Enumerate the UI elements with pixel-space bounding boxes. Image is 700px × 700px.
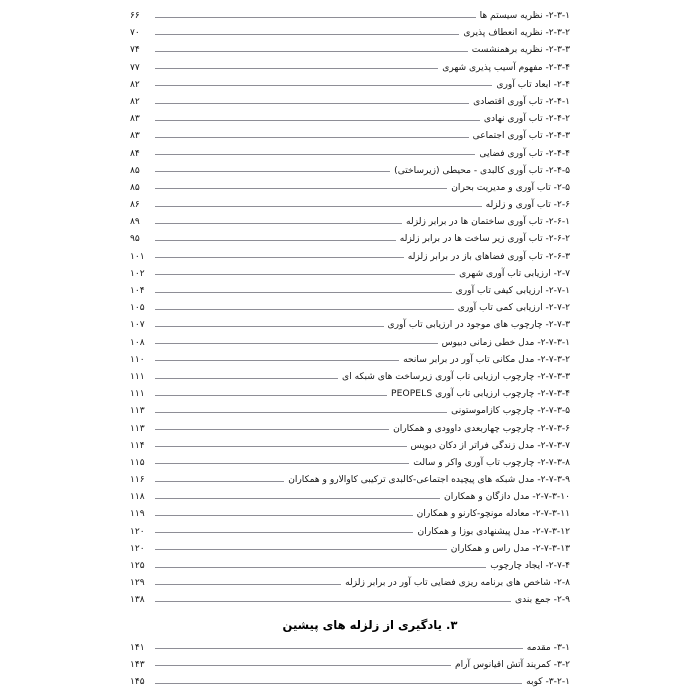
- toc-page-number: ۱۱۶: [130, 475, 145, 486]
- toc-leader-line: [155, 102, 469, 103]
- toc-entry-title: ۲-۷-۳-۲- مدل مکانی تاب آور در برابر سانحه: [403, 354, 570, 365]
- toc-entry[interactable]: [130, 111, 570, 128]
- toc-leader-line: [155, 136, 469, 137]
- toc-entry-title: ۲-۴-۳- تاب آوری اجتماعی: [472, 131, 570, 142]
- toc-entry[interactable]: [130, 575, 570, 592]
- toc-entry-title: ۲-۷-۳-۷- مدل زندگی فراتر از دکان دیویس: [410, 440, 570, 451]
- toc-page-number: ۸۴: [130, 148, 140, 159]
- toc-entry-title: ۲-۳-۲- نظریه انعطاف پذیری: [463, 28, 570, 39]
- toc-entry-title: ۲-۷-۳-۹- مدل شبکه های پیچیده اجتماعی-کالبدی ترکیبی کاوالارو و همکاران: [288, 475, 570, 486]
- toc-entry-title: ۳-۱- مقدمه: [526, 642, 570, 653]
- toc-leader-line: [155, 50, 468, 51]
- toc-page-number: ۱۲۰: [130, 526, 145, 537]
- toc-leader-line: [155, 648, 523, 649]
- toc-page-number: ۱۴۳: [130, 659, 145, 670]
- toc-page-number: ۱۳۸: [130, 595, 145, 606]
- toc-page-number: ۱۱۸: [130, 492, 145, 503]
- toc-page-number: ۱۰۸: [130, 337, 145, 348]
- toc-entry-title: ۲-۷-۲- ارزیابی کمی تاب آوری: [457, 303, 570, 314]
- toc-entry-title: ۲-۷- ارزیابی تاب آوری شهری: [459, 268, 570, 279]
- toc-entry-title: ۳-۲-۱- کوبه: [526, 676, 570, 687]
- toc-entry[interactable]: [130, 146, 570, 163]
- toc-entry-title: ۲-۶-۱- تاب آوری ساختمان ها در برابر زلزله: [406, 217, 570, 228]
- toc-entry-title: ۳-۲- کمربند آتش اقیانوس آرام: [454, 659, 570, 670]
- toc-entry-title: ۲-۷-۳-۱۰- مدل دازگان و همکاران: [444, 492, 570, 503]
- toc-entry-title: ۲-۹- جمع بندی: [514, 595, 570, 606]
- toc-leader-line: [155, 119, 480, 120]
- toc-leader-line: [155, 566, 486, 567]
- toc-entry-title: ۲-۶- تاب آوری و زلزله: [485, 200, 570, 211]
- toc-leader-line: [155, 497, 440, 498]
- toc-leader-line: [155, 188, 447, 189]
- toc-page-number: ۱۲۰: [130, 543, 145, 554]
- toc-leader-line: [155, 360, 399, 361]
- toc-entry[interactable]: [130, 77, 570, 94]
- toc-page-number: ۱۲۹: [130, 578, 145, 589]
- toc-page-number: ۱۱۳: [130, 423, 145, 434]
- toc-page-number: ۱۱۱: [130, 389, 145, 400]
- toc-entry-title: ۲-۷-۳-۱۱- معادله مونچو-کارنو و همکاران: [416, 509, 570, 520]
- toc-page-number: ۱۱۱: [130, 371, 145, 382]
- toc-leader-line: [155, 325, 384, 326]
- toc-leader-line: [155, 600, 511, 601]
- toc-leader-line: [155, 446, 407, 447]
- toc-entry-title: ۲-۷-۳- چارچوب های موجود در ارزیابی تاب آوری: [387, 320, 570, 331]
- toc-leader-line: [155, 85, 492, 86]
- toc-leader-line: [155, 665, 451, 666]
- toc-leader-line: [155, 16, 476, 17]
- toc-entry-title: ۲-۳-۱- نظریه سیستم ها: [479, 11, 570, 21]
- toc-entry[interactable]: [130, 180, 570, 197]
- toc-entry-title: ۲-۴-۵- تاب آوری کالبدی - محیطی (زیرساختی): [394, 165, 570, 176]
- toc-entry[interactable]: [130, 300, 570, 317]
- toc-leader-line: [155, 463, 409, 464]
- toc-page-number: ۱۱۳: [130, 406, 145, 417]
- toc-leader-line: [155, 394, 387, 395]
- toc-leader-line: [155, 274, 455, 275]
- toc-entry[interactable]: [130, 369, 570, 386]
- toc-entry[interactable]: [130, 657, 570, 674]
- toc-entry-title: ۲-۶-۳- تاب آوری فضاهای باز در برابر زلزله: [407, 251, 570, 262]
- toc-entry[interactable]: [130, 421, 570, 438]
- toc-entry[interactable]: [130, 489, 570, 506]
- toc-leader-line: [155, 68, 438, 69]
- toc-page-number: ۱۰۲: [130, 268, 145, 279]
- toc-entry-title: ۲-۷-۳-۱۳- مدل راس و همکاران: [450, 543, 570, 554]
- toc-entry-title: ۲-۳-۴- مفهوم آسیب پذیری شهری: [442, 62, 570, 73]
- toc-page-number: ۸۲: [130, 96, 140, 107]
- toc-leader-line: [155, 480, 284, 481]
- toc-page-number: ۸۶: [130, 200, 140, 211]
- toc-entry[interactable]: [130, 438, 570, 455]
- toc-entry[interactable]: [130, 592, 570, 609]
- toc-leader-line: [155, 33, 459, 34]
- toc-entry[interactable]: [130, 128, 570, 145]
- toc-leader-line: [155, 532, 413, 533]
- toc-page-number: ۱۱۹: [130, 509, 145, 520]
- toc-page-number: ۸۵: [130, 165, 140, 176]
- toc-leader-line: [155, 291, 452, 292]
- toc-page-number: ۱۱۴: [130, 440, 145, 451]
- toc-entry-title: ۲-۷-۳-۵- چارچوب کازاموستونی: [451, 406, 570, 417]
- toc-page-number: ۸۲: [130, 79, 140, 90]
- toc-entry[interactable]: [130, 25, 570, 42]
- toc-entry[interactable]: [130, 317, 570, 334]
- toc-entry[interactable]: [130, 524, 570, 541]
- toc-leader-line: [155, 240, 396, 241]
- toc-leader-line: [155, 515, 413, 516]
- toc-entry[interactable]: [130, 94, 570, 111]
- toc-page-number: ۱۴۱: [130, 642, 145, 653]
- toc-entry-title: ۲-۷-۳-۳- چارچوب ارزیابی تاب آوری زیرساخت های شبکه ای: [342, 371, 570, 382]
- toc-page-number: ۷۴: [130, 45, 140, 56]
- toc-entry-title: ۲-۷-۴- ایجاد چارچوب: [490, 561, 570, 571]
- toc-leader-line: [155, 308, 454, 309]
- toc-page-number: ۹۵: [130, 234, 140, 245]
- toc-entry[interactable]: [130, 283, 570, 300]
- toc-leader-line: [155, 549, 447, 550]
- toc-leader-line: [155, 583, 341, 584]
- toc-entry[interactable]: [130, 640, 570, 657]
- toc-page-number: ۱۰۵: [130, 303, 145, 314]
- toc-entry-title: ۲-۷-۳-۱۲- مدل پیشنهادی بوزا و همکاران: [417, 526, 570, 537]
- toc-page-number: ۸۹: [130, 217, 140, 228]
- toc-entry[interactable]: [130, 455, 570, 472]
- toc-page-number: ۱۰۷: [130, 320, 145, 331]
- toc-entry[interactable]: [130, 335, 570, 352]
- toc-leader-line: [155, 377, 338, 378]
- toc-entry[interactable]: [130, 8, 570, 25]
- toc-entry-title: ۲-۴-۲- تاب آوری نهادی: [483, 114, 570, 125]
- toc-page-number: ۷۷: [130, 62, 140, 73]
- toc-entry-title: ۲-۴- ابعاد تاب آوری: [496, 79, 570, 90]
- toc-entry[interactable]: [130, 558, 570, 575]
- toc-entry-title: ۲-۶-۲- تاب آوری زیر ساخت ها در برابر زلزله: [399, 234, 570, 245]
- toc-entry[interactable]: [130, 197, 570, 214]
- toc-leader-line: [155, 205, 482, 206]
- toc-leader-line: [155, 257, 404, 258]
- toc-entry-title: ۲-۷-۳-۱- مدل خطی زمانی دبیوس: [441, 337, 570, 348]
- toc-page-number: ۱۱۵: [130, 457, 145, 468]
- toc-leader-line: [155, 429, 389, 430]
- toc-list: [130, 8, 570, 691]
- toc-page-number: ۱۴۵: [130, 676, 145, 687]
- toc-entry-title: ۲-۷-۳-۴- چارچوب ارزیابی تاب آوری PEOPELS: [391, 389, 570, 400]
- toc-page-number: ۸۳: [130, 131, 140, 142]
- toc-page-number: ۷۰: [130, 28, 140, 39]
- toc-entry-title: ۲-۷-۳-۸- چارچوب تاب آوری واکر و سالت: [413, 457, 570, 468]
- toc-entry[interactable]: [130, 266, 570, 283]
- toc-entry-title: ۲-۴-۴- تاب آوری فضایی: [479, 148, 570, 159]
- toc-entry[interactable]: [130, 214, 570, 231]
- toc-leader-line: [155, 343, 438, 344]
- toc-entry-title: ۲-۸- شاخص های برنامه ریزی فضایی تاب آور در برابر زلزله: [345, 578, 570, 589]
- toc-entry[interactable]: [130, 60, 570, 77]
- toc-page-number: ۶۶: [130, 11, 140, 21]
- toc-chapter-heading: [130, 610, 570, 640]
- toc-page-number: ۱۰۱: [130, 251, 145, 262]
- toc-leader-line: [155, 171, 390, 172]
- toc-entry[interactable]: [130, 541, 570, 558]
- toc-entry[interactable]: [130, 506, 570, 523]
- chapter-title: ۳. یادگیری از زلزله های پیشین: [282, 617, 458, 632]
- toc-entry-title: ۲-۷-۱- ارزیابی کیفی تاب آوری: [455, 286, 570, 296]
- toc-page-number: ۱۱۰: [130, 354, 145, 365]
- toc-entry[interactable]: [130, 249, 570, 266]
- toc-leader-line: [155, 222, 402, 223]
- toc-entry[interactable]: [130, 472, 570, 489]
- toc-entry-title: ۲-۵- تاب آوری و مدیریت بحران: [451, 182, 570, 193]
- toc-entry[interactable]: [130, 674, 570, 691]
- toc-leader-line: [155, 411, 447, 412]
- toc-page-number: ۱۰۴: [130, 286, 145, 296]
- toc-entry[interactable]: [130, 386, 570, 403]
- toc-entry[interactable]: [130, 42, 570, 59]
- toc-entry[interactable]: [130, 231, 570, 248]
- toc-page-number: ۸۵: [130, 182, 140, 193]
- toc-entry-title: ۲-۳-۳- نظریه برهمنشست: [471, 45, 570, 56]
- toc-entry[interactable]: [130, 163, 570, 180]
- toc-entry[interactable]: [130, 352, 570, 369]
- toc-entry-title: ۲-۷-۳-۶- چارچوب چهاربعدی داوودی و همکاران: [393, 423, 570, 434]
- toc-page-number: ۸۳: [130, 114, 140, 125]
- toc-entry-title: ۲-۴-۱- تاب آوری اقتصادی: [473, 96, 570, 107]
- toc-page-number: ۱۲۵: [130, 561, 145, 571]
- toc-entry[interactable]: [130, 403, 570, 420]
- toc-leader-line: [155, 154, 475, 155]
- toc-leader-line: [155, 682, 522, 683]
